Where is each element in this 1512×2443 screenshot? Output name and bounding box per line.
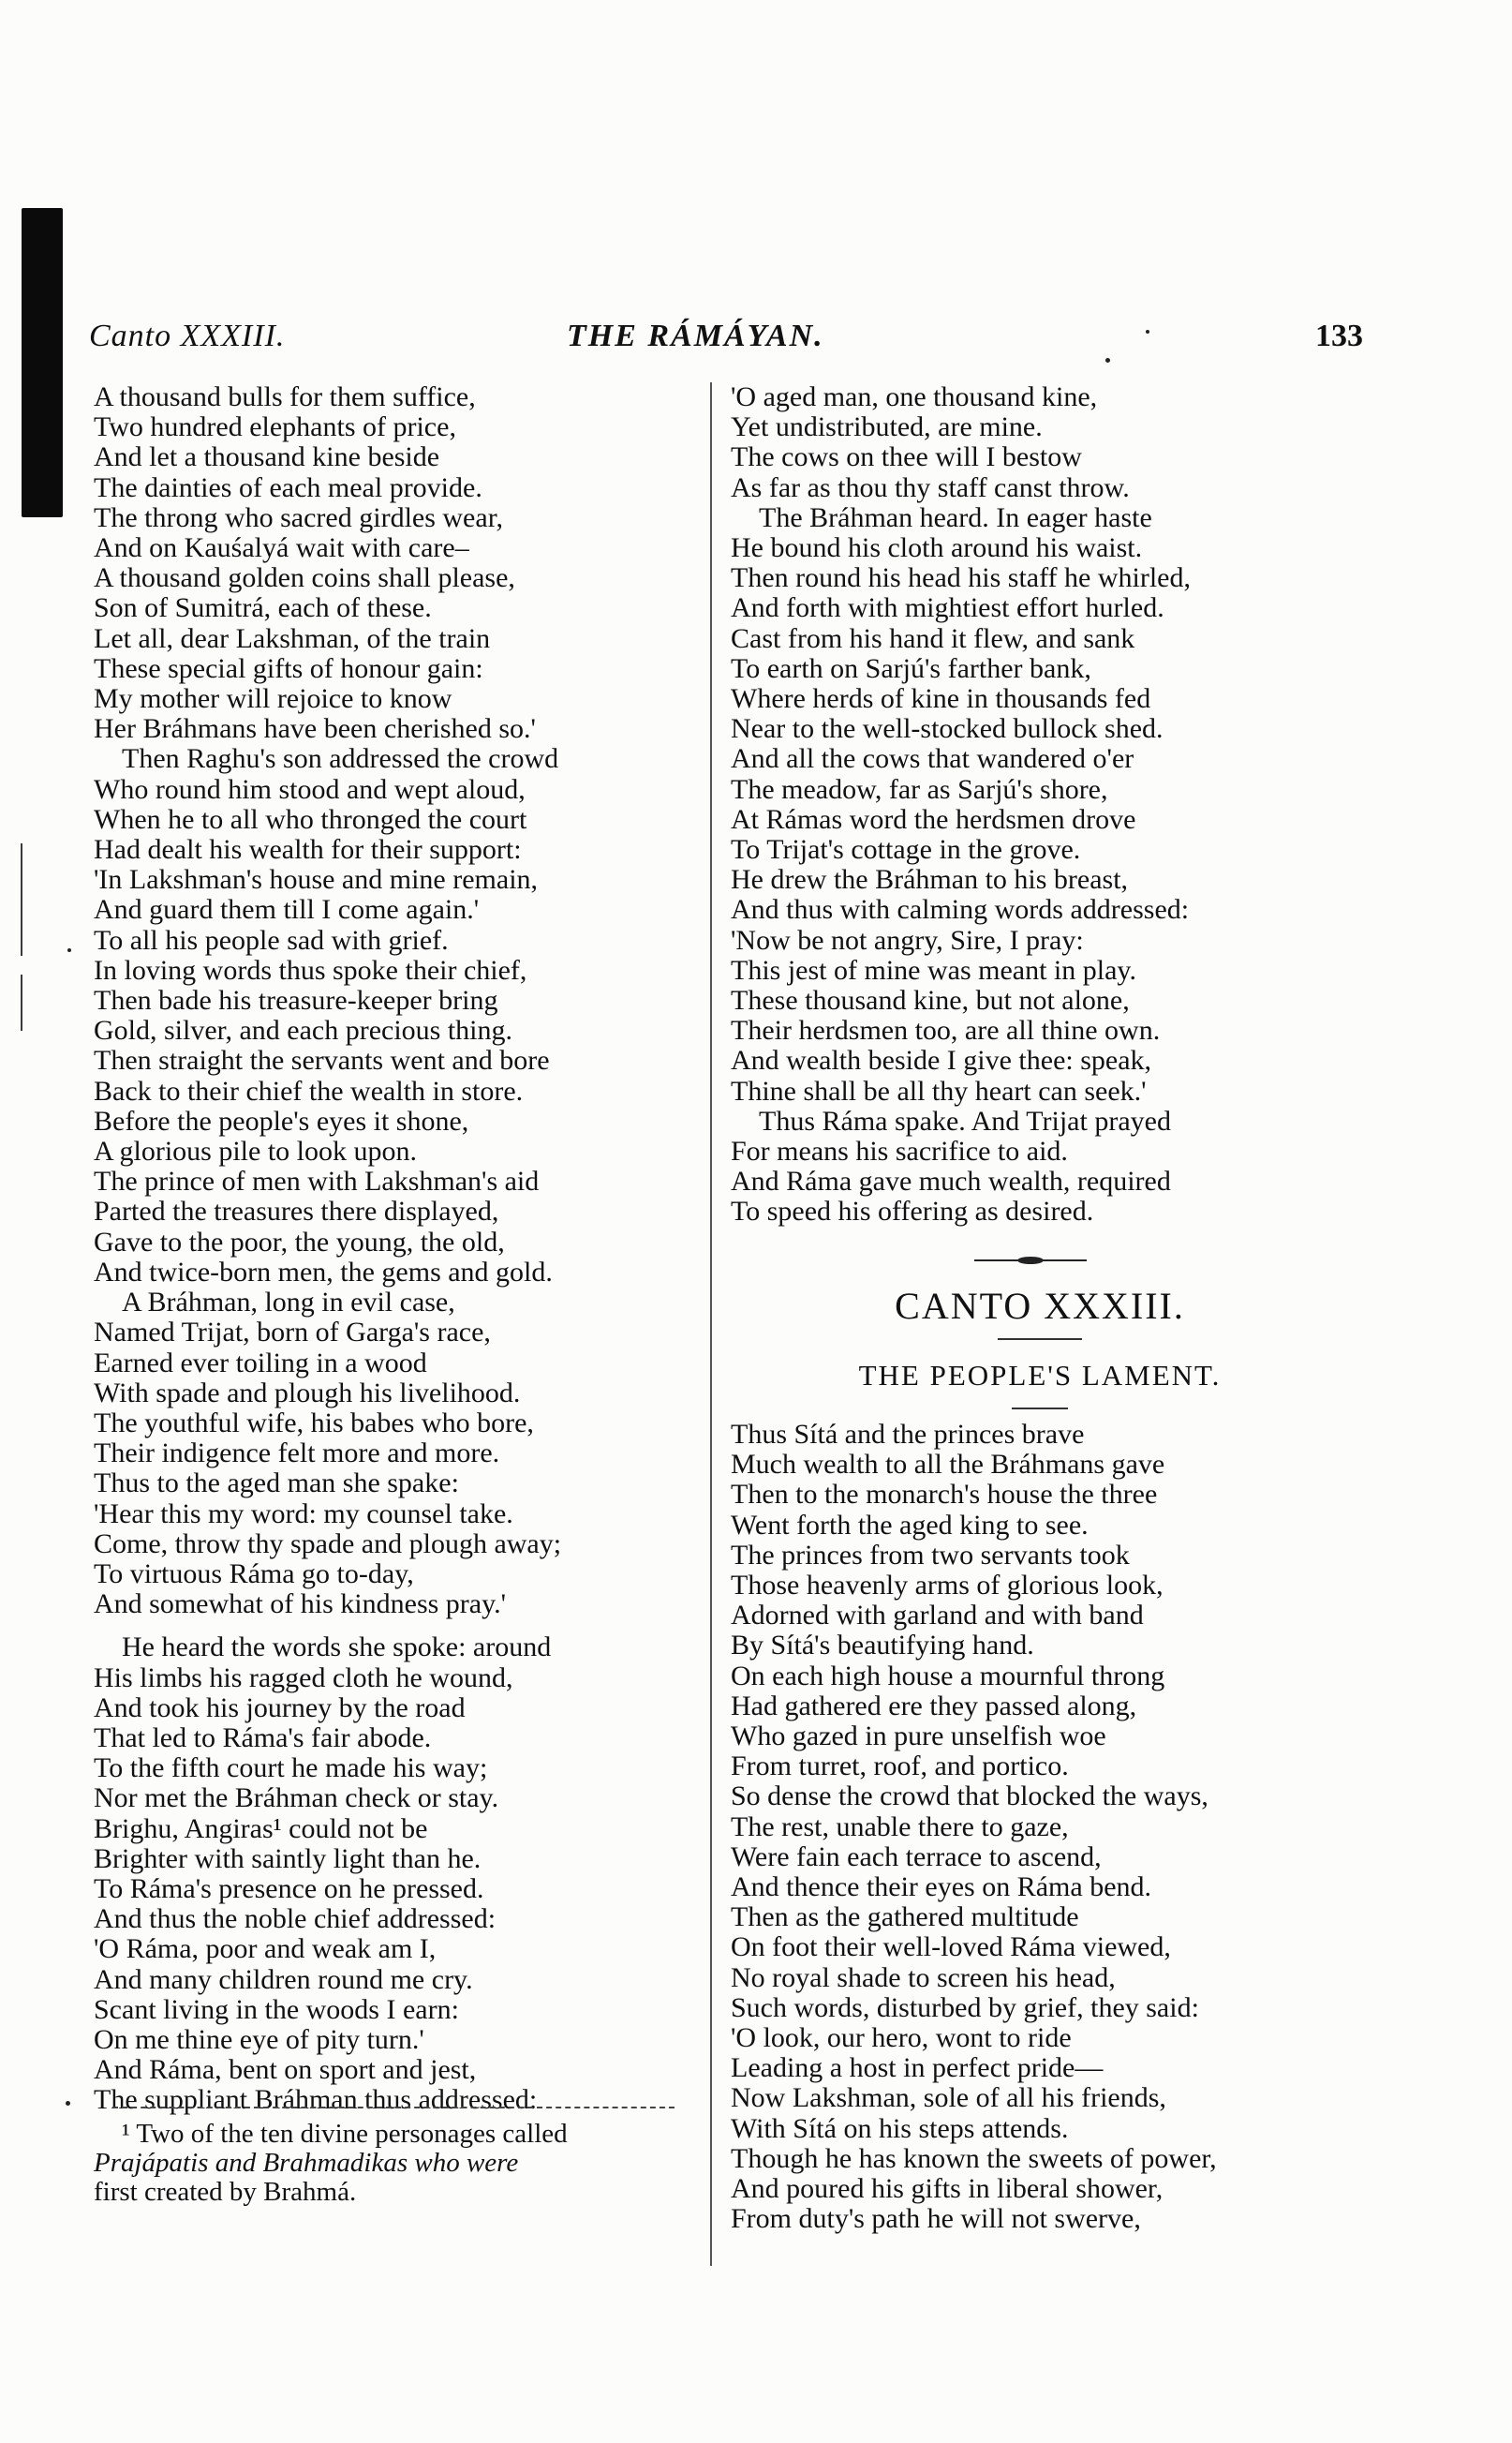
- right-column: [731, 382, 1349, 1228]
- verse-line: From duty's path he will not swerve,: [731, 2203, 1141, 2235]
- verse-line: 'In Lakshman's house and mine remain,: [94, 864, 539, 896]
- verse-line: Brighter with saintly light than he.: [94, 1842, 482, 1874]
- verse-line: His limbs his ragged cloth he wound,: [94, 1661, 513, 1693]
- verse-line: 'O look, our hero, wont to ride: [731, 2022, 1072, 2054]
- footnote-line: ¹ Two of the ten divine personages called: [122, 2119, 568, 2149]
- verse-line: A glorious pile to look upon.: [94, 1136, 417, 1168]
- verse-line: Adorned with garland and with band: [731, 1600, 1144, 1631]
- verse-line: And twice-born men, the gems and gold.: [94, 1256, 553, 1288]
- verse-line: On each high house a mournful throng: [731, 1660, 1165, 1691]
- verse-line: At Rámas word the herdsmen drove: [731, 803, 1136, 835]
- verse-line: 'O aged man, one thousand kine,: [731, 381, 1098, 412]
- verse-line: A thousand bulls for them suffice,: [94, 381, 476, 412]
- verse-line: A thousand golden coins shall please,: [94, 562, 515, 594]
- left-column: [94, 382, 703, 2116]
- print-speck: [1146, 330, 1149, 334]
- verse-line: And guard them till I come again.': [94, 894, 480, 926]
- verse-line: The suppliant Bráhman thus addressed:: [94, 2084, 538, 2116]
- verse-line: Thine shall be all thy heart can seek.': [731, 1075, 1147, 1107]
- verse-line: Their herdsmen too, are all thine own.: [731, 1015, 1161, 1047]
- footnote-line: Prajápatis and Brahmadikas who were: [94, 2148, 519, 2178]
- verse-line: Where herds of kine in thousands fed: [731, 683, 1151, 715]
- canto-subheading: THE PEOPLE'S LAMENT.: [858, 1359, 1222, 1392]
- verse-line: Two hundred elephants of price,: [94, 411, 456, 443]
- verse-line: And took his journey by the road: [94, 1691, 466, 1723]
- verse-line: And wealth beside I give thee: speak,: [731, 1045, 1152, 1077]
- verse-line: Now Lakshman, sole of all his friends,: [731, 2082, 1166, 2114]
- canto-heading-rule: [998, 1338, 1082, 1340]
- verse-line: The Bráhman heard. In eager haste: [759, 501, 1152, 533]
- footnote-line: first created by Brahmá.: [94, 2177, 357, 2207]
- scan-edge-shadow: [22, 208, 63, 517]
- print-speck: [66, 2101, 70, 2106]
- verse-line: For means his sacrifice to aid.: [731, 1136, 1068, 1168]
- verse-line: And forth with mightiest effort hurled.: [731, 592, 1164, 624]
- scan-edge-tick: [21, 975, 22, 1031]
- verse-line: Named Trijat, born of Garga's race,: [94, 1317, 491, 1348]
- verse-line: Their indigence felt more and more.: [94, 1437, 500, 1469]
- verse-line: Near to the well-stocked bullock shed.: [731, 713, 1164, 745]
- verse-line: The youthful wife, his babes who bore,: [94, 1407, 534, 1438]
- verse-line: On foot their well-loved Ráma viewed,: [731, 1931, 1171, 1963]
- verse-line: And thus with calming words addressed:: [731, 894, 1190, 926]
- verse-line: Who round him stood and wept aloud,: [94, 773, 526, 805]
- verse-line: Much wealth to all the Bráhmans gave: [731, 1449, 1165, 1481]
- verse-line: To the fifth court he made his way;: [94, 1752, 488, 1784]
- verse-line: My mother will rejoice to know: [94, 683, 452, 715]
- verse-line: Before the people's eyes it shone,: [94, 1105, 469, 1137]
- verse-line: With Sítá on his steps attends.: [731, 2112, 1069, 2144]
- verse-line: Gave to the poor, the young, the old,: [94, 1226, 505, 1258]
- verse-line: And somewhat of his kindness pray.': [94, 1588, 507, 1620]
- verse-line: The dainties of each meal provide.: [94, 471, 482, 503]
- verse-line: The cows on thee will I bestow: [731, 441, 1082, 473]
- page-number: 133: [1315, 319, 1363, 353]
- verse-line: From turret, roof, and portico.: [731, 1750, 1069, 1782]
- verse-line: So dense the crowd that blocked the ways,: [731, 1780, 1208, 1812]
- canto-subheading-rule: [1012, 1408, 1068, 1409]
- verse-line: Had gathered ere they passed along,: [731, 1690, 1137, 1721]
- verse-line: To virtuous Ráma go to-day,: [94, 1557, 414, 1589]
- verse-line: Nor met the Bráhman check or stay.: [94, 1782, 499, 1814]
- verse-line: Her Bráhmans have been cherished so.': [94, 713, 536, 745]
- verse-line: To Ráma's presence on he pressed.: [94, 1872, 484, 1904]
- verse-line: No royal shade to screen his head,: [731, 1961, 1116, 1993]
- verse-line: He drew the Bráhman to his breast,: [731, 864, 1129, 896]
- verse-line: Parted the treasures there displayed,: [94, 1196, 499, 1228]
- verse-line: He bound his cloth around his waist.: [731, 532, 1143, 564]
- verse-line: Brighu, Angiras¹ could not be: [94, 1812, 428, 1844]
- verse-line: Thus Sítá and the princes brave: [731, 1419, 1085, 1450]
- verse-line: Went forth the aged king to see.: [731, 1509, 1089, 1541]
- verse-line: A Bráhman, long in evil case,: [122, 1287, 455, 1318]
- verse-line: The rest, unable there to gaze,: [731, 1810, 1069, 1842]
- verse-line: Then bade his treasure-keeper bring: [94, 985, 498, 1017]
- verse-line: That led to Ráma's fair abode.: [94, 1721, 432, 1753]
- verse-line: Earned ever toiling in a wood: [94, 1347, 427, 1378]
- verse-line: And many children round me cry.: [94, 1963, 473, 1995]
- verse-line: By Sítá's beautifying hand.: [731, 1630, 1034, 1661]
- verse-line: Son of Sumitrá, each of these.: [94, 592, 432, 624]
- verse-line: To all his people sad with grief.: [94, 924, 449, 956]
- verse-line: Come, throw thy spade and plough away;: [94, 1527, 562, 1559]
- verse-line: Those heavenly arms of glorious look,: [731, 1570, 1164, 1601]
- verse-line: In loving words thus spoke their chief,: [94, 954, 527, 986]
- verse-line: Then round his head his staff he whirled,: [731, 562, 1192, 594]
- footnote-rule: [112, 2107, 674, 2108]
- verse-line: And thence their eyes on Ráma bend.: [731, 1871, 1152, 1903]
- verse-line: 'Now be not angry, Sire, I pray:: [731, 924, 1084, 956]
- verse-line: As far as thou thy staff canst throw.: [731, 471, 1130, 503]
- verse-line: Gold, silver, and each precious thing.: [94, 1015, 513, 1047]
- verse-line: Then as the gathered multitude: [731, 1901, 1079, 1933]
- verse-line: Yet undistributed, are mine.: [731, 411, 1043, 443]
- verse-line: He heard the words she spoke: around: [122, 1631, 552, 1663]
- verse-line: To Trijat's cottage in the grove.: [731, 834, 1081, 866]
- verse-line: Were fain each terrace to ascend,: [731, 1840, 1102, 1872]
- verse-line: And thus the noble chief addressed:: [94, 1903, 497, 1935]
- running-head: [89, 311, 1363, 367]
- ornament-divider: [974, 1256, 1087, 1265]
- verse-line: The princes from two servants took: [731, 1539, 1130, 1571]
- verse-line: And all the cows that wandered o'er: [731, 743, 1134, 775]
- verse-line: The meadow, far as Sarjú's shore,: [731, 773, 1108, 805]
- footnote: [94, 2120, 693, 2207]
- verse-line: To earth on Sarjú's farther bank,: [731, 652, 1091, 684]
- stanza-gap: [94, 1619, 703, 1632]
- verse-line: Then straight the servants went and bore: [94, 1045, 550, 1077]
- verse-line: 'O Ráma, poor and weak am I,: [94, 1933, 437, 1965]
- verse-line: On me thine eye of pity turn.': [94, 2023, 424, 2055]
- verse-line: Scant living in the woods I earn:: [94, 1993, 459, 2025]
- right-column-lower: [731, 1420, 1349, 2234]
- verse-line: Who gazed in pure unselfish woe: [731, 1721, 1106, 1752]
- verse-line: Thus Ráma spake. And Trijat prayed: [759, 1105, 1171, 1137]
- verse-line: Had dealt his wealth for their support:: [94, 834, 522, 866]
- verse-line: And on Kauśalyá wait with care–: [94, 532, 469, 564]
- verse-line: Such words, disturbed by grief, they said:: [731, 1991, 1199, 2023]
- verse-line: Leading a host in perfect pride—: [731, 2052, 1104, 2084]
- verse-line: Thus to the aged man she spake:: [94, 1467, 459, 1499]
- verse-line: This jest of mine was meant in play.: [731, 954, 1136, 986]
- verse-line: 'Hear this my word: my counsel take.: [94, 1497, 513, 1529]
- verse-line: Cast from his hand it flew, and sank: [731, 622, 1135, 654]
- verse-line: When he to all who thronged the court: [94, 803, 527, 835]
- canto-heading: CANTO XXXIII.: [895, 1285, 1185, 1327]
- verse-line: And Ráma, bent on sport and jest,: [94, 2054, 477, 2086]
- verse-line: Then to the monarch's house the three: [731, 1479, 1158, 1511]
- verse-line: To speed his offering as desired.: [731, 1196, 1094, 1228]
- print-speck: [67, 948, 71, 952]
- verse-line: These special gifts of honour gain:: [94, 652, 483, 684]
- verse-line: The throng who sacred girdles wear,: [94, 501, 503, 533]
- column-divider: [710, 382, 712, 2266]
- verse-line: Though he has known the sweets of power,: [731, 2142, 1217, 2174]
- running-head-canto: Canto XXXIII.: [89, 319, 286, 353]
- verse-line: Then Raghu's son addressed the crowd: [122, 743, 559, 775]
- verse-line: Let all, dear Lakshman, of the train: [94, 622, 491, 654]
- verse-line: These thousand kine, but not alone,: [731, 985, 1130, 1017]
- scan-edge-tick: [21, 843, 22, 956]
- verse-line: And Ráma gave much wealth, required: [731, 1166, 1171, 1198]
- running-head-title: THE RÁMÁYAN.: [567, 319, 824, 353]
- verse-line: The prince of men with Lakshman's aid: [94, 1166, 540, 1198]
- verse-line: With spade and plough his livelihood.: [94, 1377, 521, 1408]
- verse-line: And let a thousand kine beside: [94, 441, 440, 473]
- print-speck: [1105, 358, 1110, 363]
- verse-line: And poured his gifts in liberal shower,: [731, 2173, 1164, 2205]
- verse-line: Back to their chief the wealth in store.: [94, 1075, 524, 1107]
